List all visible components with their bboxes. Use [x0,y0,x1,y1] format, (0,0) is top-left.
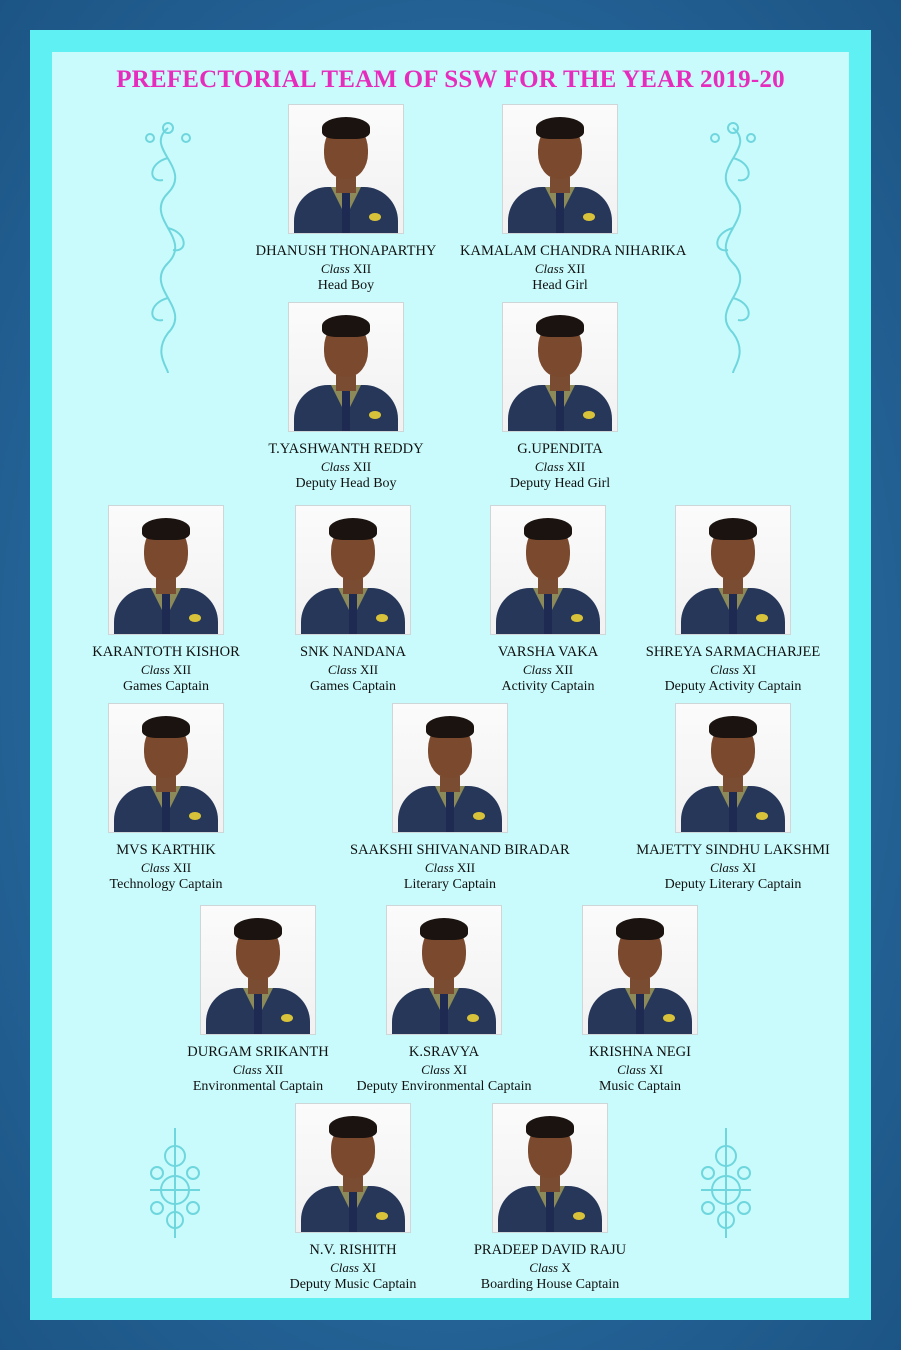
left-scroll-ornament [138,118,198,378]
member-card [450,1104,650,1293]
member-photo [296,506,410,634]
member-name: T.YASHWANTH REDDY [268,441,424,457]
left-floral-ornament [145,1128,205,1238]
member-class: Class XII [522,662,574,677]
member-photo [503,105,617,233]
member-name: N.V. RISHITH [309,1242,397,1258]
member-photo [583,906,697,1034]
member-name: DHANUSH THONAPARTHY [255,243,437,259]
member-card [633,506,833,695]
member-photo [109,506,223,634]
member-card [66,704,266,893]
member-class: Class XII [320,459,372,474]
member-role: Literary Captain [403,877,497,892]
member-role: Deputy Head Boy [295,476,397,491]
member-card [460,303,660,492]
member-name: KARANTOTH KISHOR [92,644,240,660]
member-role: Head Girl [532,278,588,293]
member-name: MAJETTY SINDHU LAKSHMI [636,842,830,858]
member-role: Music Captain [598,1079,682,1094]
member-role: Deputy Activity Captain [664,679,802,694]
member-photo [676,704,790,832]
member-card [540,906,740,1095]
member-class: Class XII [327,662,379,677]
member-card [158,906,358,1095]
member-photo [109,704,223,832]
member-name: VARSHA VAKA [497,644,599,660]
member-photo [289,303,403,431]
member-class: Class XII [232,1062,284,1077]
member-name: PRADEEP DAVID RAJU [473,1242,627,1258]
member-class: Class XII [424,860,476,875]
member-class: Class XI [710,860,756,875]
member-role: Deputy Music Captain [289,1277,417,1292]
member-role: Head Boy [317,278,375,293]
member-role: Games Captain [310,679,396,694]
member-class: Class XI [421,1062,467,1077]
member-role: Deputy Head Girl [509,476,611,491]
member-card [246,105,446,294]
member-photo [493,1104,607,1232]
member-class: Class XII [534,261,586,276]
member-name: KRISHNA NEGI [589,1044,691,1060]
member-class: Class XI [617,1062,663,1077]
member-class: Class XII [320,261,372,276]
member-card [350,704,570,893]
member-class: Class X [529,1260,571,1275]
member-class: Class XII [534,459,586,474]
member-card [66,506,266,695]
member-name: G.UPENDITA [517,441,603,457]
member-role: Technology Captain [109,877,223,892]
member-class: Class XII [140,662,192,677]
member-card [246,303,446,492]
member-photo [393,704,507,832]
member-class: Class XI [330,1260,376,1275]
member-card [633,704,833,893]
member-class: Class XII [140,860,192,875]
member-name: KAMALAM CHANDRA NIHARIKA [460,243,687,259]
member-photo [503,303,617,431]
member-card [448,506,648,695]
member-card [253,506,453,695]
member-role: Games Captain [123,679,209,694]
member-role: Activity Captain [501,679,595,694]
member-card [344,906,544,1095]
poster-title: PREFECTORIAL TEAM OF SSW FOR THE YEAR 2019-20 [116,66,785,93]
member-role: Boarding House Captain [480,1277,620,1292]
member-role: Deputy Environmental Captain [356,1079,532,1094]
member-name: DURGAM SRIKANTH [187,1044,329,1060]
member-card [460,105,687,294]
member-class: Class XI [710,662,756,677]
member-name: SHREYA SARMACHARJEE [645,644,821,660]
member-photo [201,906,315,1034]
member-name: K.SRAVYA [408,1044,480,1060]
member-photo [491,506,605,634]
member-name: SAAKSHI SHIVANAND BIRADAR [350,842,570,858]
member-role: Environmental Captain [192,1079,324,1094]
member-photo [387,906,501,1034]
member-card [253,1104,453,1293]
member-photo [289,105,403,233]
right-scroll-ornament [703,118,763,378]
member-name: SNK NANDANA [300,644,406,660]
member-role: Deputy Literary Captain [664,877,802,892]
member-photo [676,506,790,634]
member-name: MVS KARTHIK [116,842,216,858]
member-photo [296,1104,410,1232]
right-floral-ornament [696,1128,756,1238]
